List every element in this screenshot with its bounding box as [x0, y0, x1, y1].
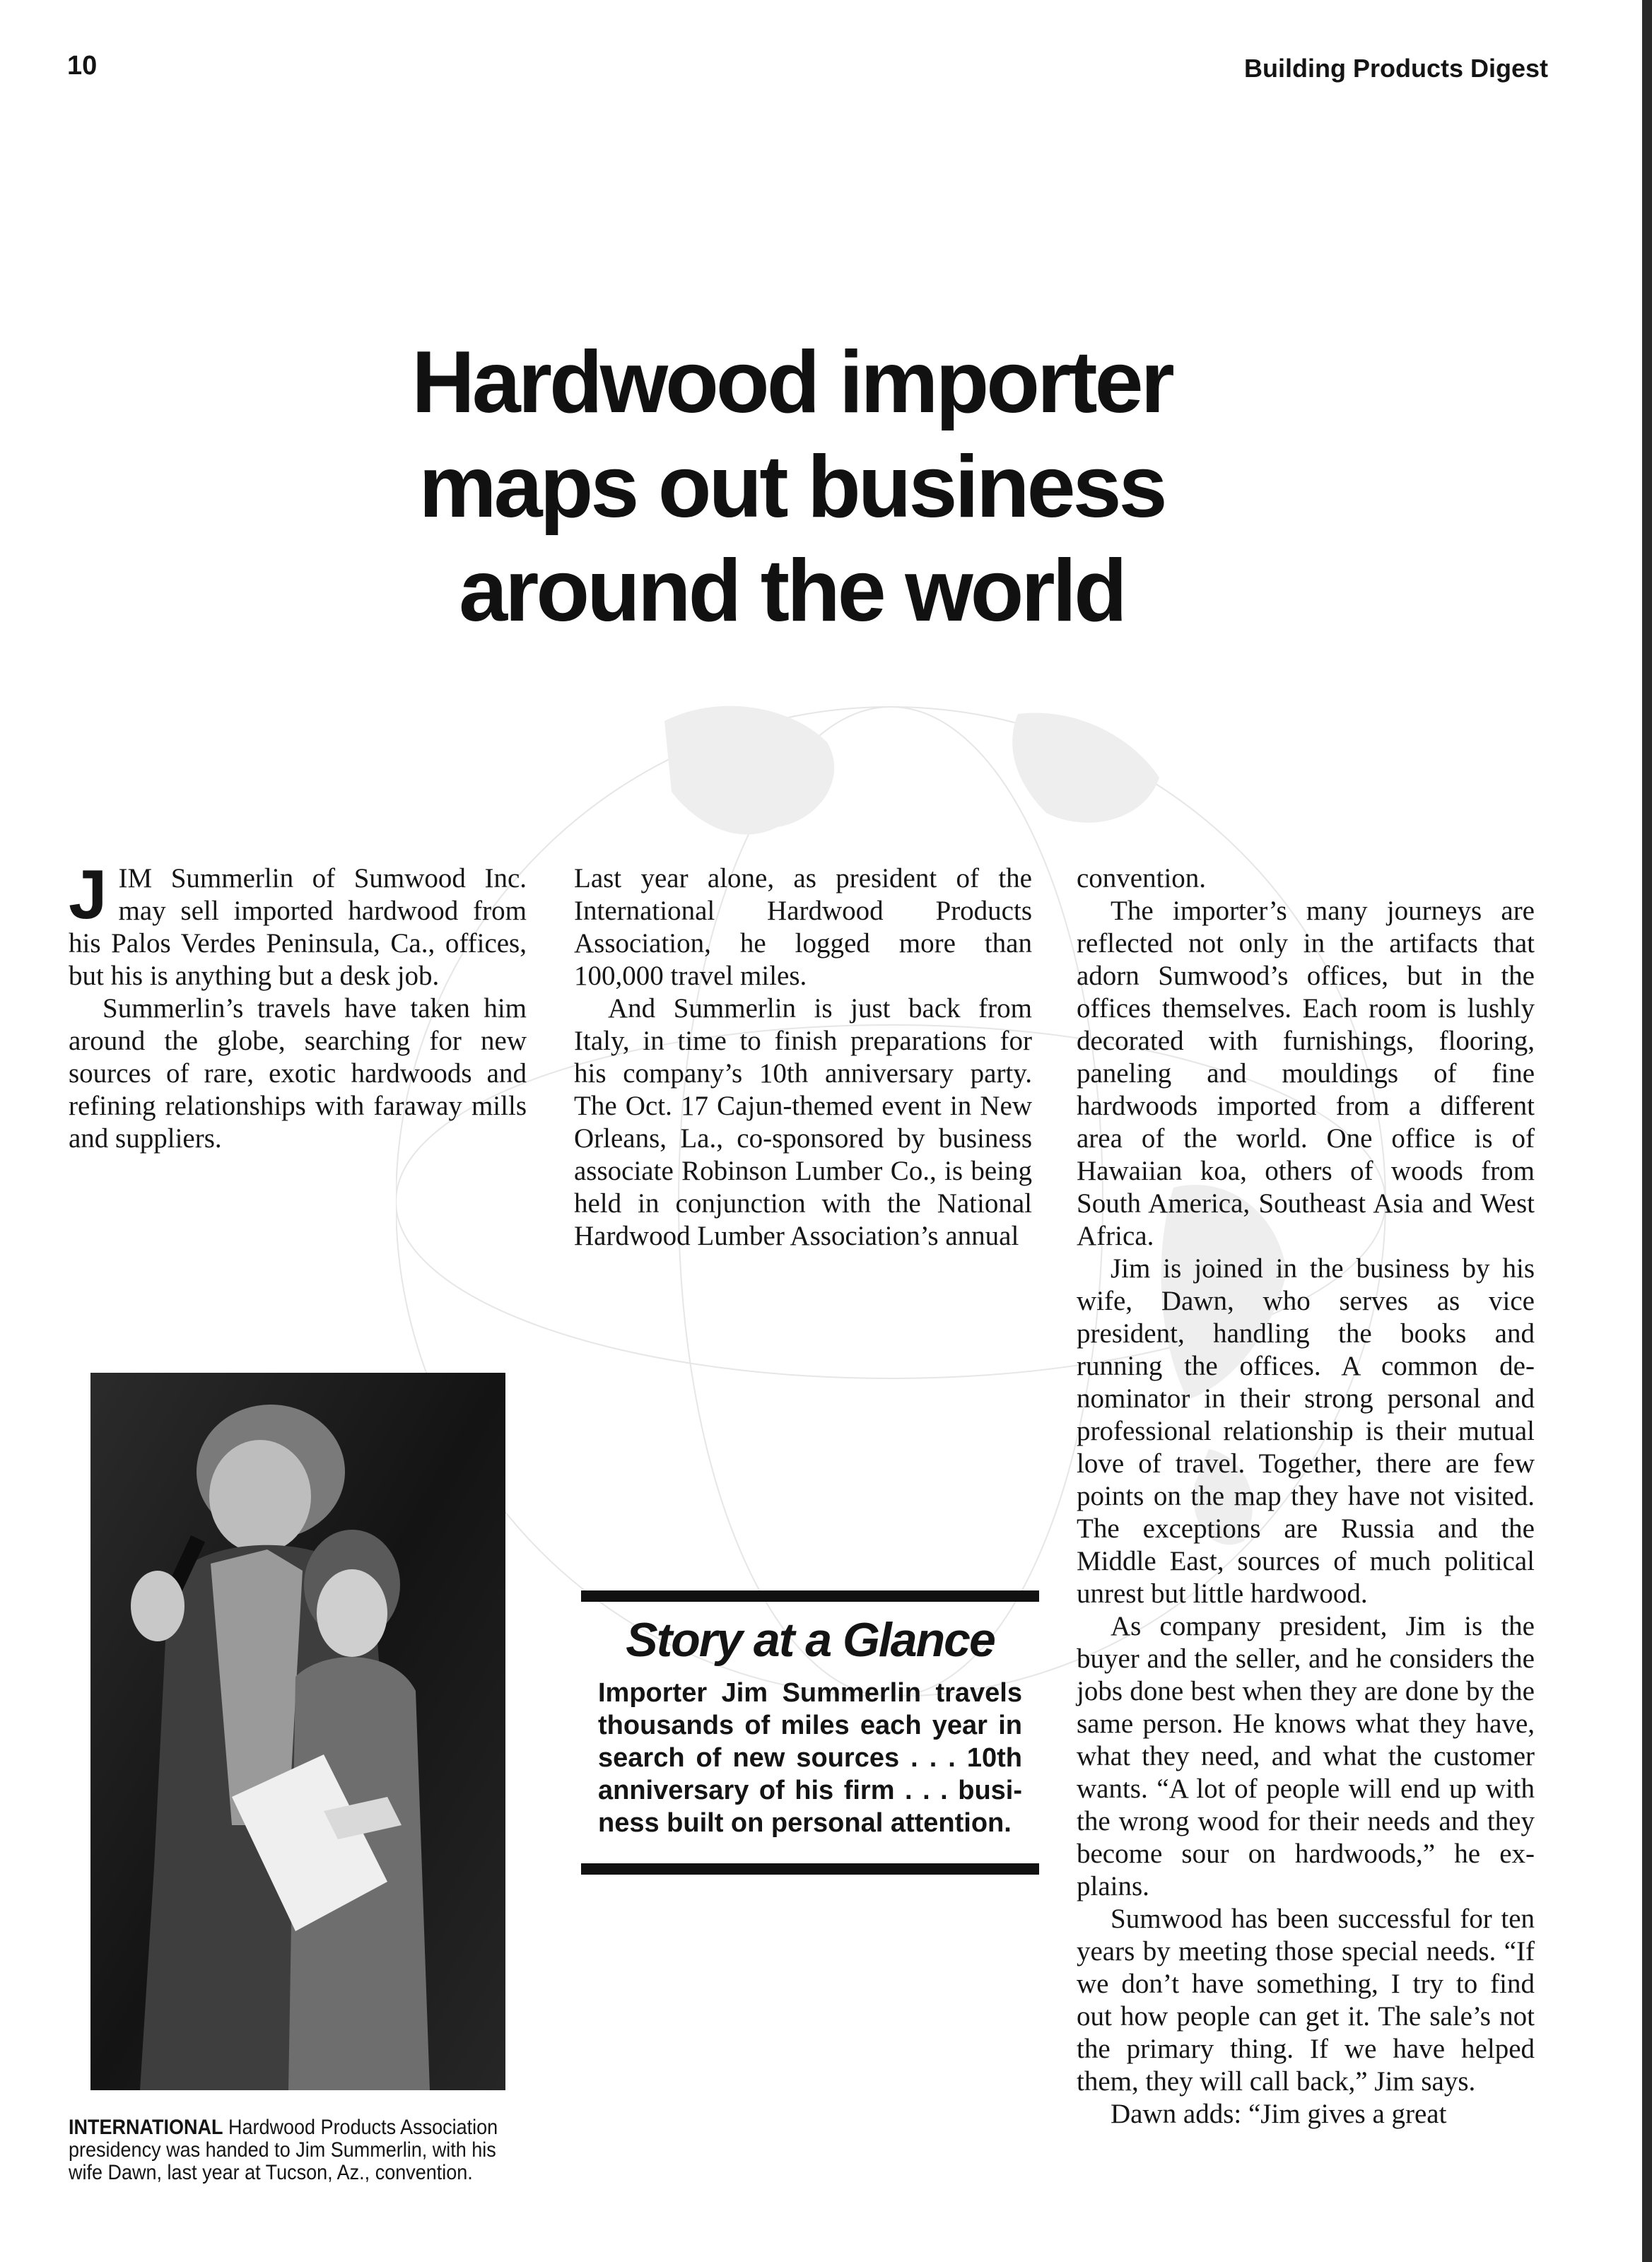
glance-bottom-rule: [581, 1863, 1039, 1875]
headline-line: around the world: [459, 542, 1125, 640]
page-edge: [1642, 0, 1652, 2262]
body-paragraph: Last year alone, as president of the International Hardwood Products Association, he logged more than 100,000 travel miles.: [574, 863, 1032, 991]
headline-line: maps out business: [418, 438, 1165, 536]
body-paragraph: The importer’s many journeys are reflected not only in the artifacts that adorn Sumwood’s offices, but in the offices themselves. Each room is lushly decorated with furnishings, flooring, paneling and mouldings of fine hardwoods imported from a different area of the world. One office is of Hawaiian koa, others of woods from South America, Southeast Asia and West Africa.: [1077, 896, 1535, 1251]
photo-image: [90, 1373, 505, 2090]
article-column-3: [1077, 862, 1535, 2131]
headline-line: Hardwood importer: [411, 334, 1172, 432]
photo-jim-and-dawn-summerlin: [90, 1373, 505, 2090]
page-number: 10: [67, 51, 98, 81]
story-at-a-glance-box: [581, 1590, 1039, 1875]
article-column-1: [69, 855, 527, 1155]
photo-caption: [69, 2116, 533, 2184]
caption-lead: INTERNATIONAL: [69, 2116, 223, 2139]
glance-title: Story at a Glance: [626, 1613, 995, 1667]
body-paragraph: As company president, Jim is the buyer and the seller, and he considers the jobs done best when they are done by the same person. He knows what they have, what they need, and what the customer wants. “A lot of people will end up with the wrong wood for their needs and they become sour on hardwoods,” he explains.: [1077, 1611, 1535, 1901]
publication-name: Building Products Digest: [1243, 54, 1548, 83]
body-paragraph: And Summerlin is just back from Italy, in time to finish preparations for his company’s 10th anniversary party. The Oct. 17 Cajun-themed event in New Orleans, La., co-sponsored by business associate Robinson Lumber Co., is being held in conjunction with the National Hardwood Lumber Association’s annual: [574, 993, 1032, 1251]
body-paragraph: Sumwood has been successful for ten years by meeting those special needs. “If we don’t have something, I try to find out how people can get it. The sale’s not the primary thing. If we have helped them, they will call back,” Jim says.: [1077, 1904, 1535, 2097]
article-column-2: [574, 862, 1032, 1253]
lead-paragraph: [69, 855, 527, 992]
glance-top-rule: [581, 1590, 1039, 1602]
body-paragraph: convention.: [1077, 863, 1207, 893]
glance-summary: Importer Jim Summerlin travels thousands of miles each year in search of new sources . . . 10th anniversary of his firm . . . business built on personal attention.: [598, 1678, 1022, 1838]
lead-paragraph-text: IM Summerlin of Sumwood Inc. may sell imported hardwood from his Palos Verdes Peninsula, Ca., offices, but his is anything but a desk job.: [69, 863, 527, 991]
article-headline: [396, 331, 1188, 644]
body-paragraph: Summerlin’s travels have taken him around the globe, searching for new sources of rare, exotic hardwoods and refining relationships with faraway mills and suppliers.: [69, 993, 527, 1154]
body-paragraph: Jim is joined in the business by his wife, Dawn, who serves as vice president, handling the books and running the offices. A common denominator in their strong personal and professional relationship is their mutual love of travel. Together, there are few points on the map they have not visited. The exceptions are Russia and the Middle East, sources of much political unrest but little hardwood.: [1077, 1253, 1535, 1609]
caption-text: Hardwood Products Association presidency was handed to Jim Summerlin, with his wife Dawn, last year at Tucson, Az., convention.: [69, 2116, 498, 2184]
drop-cap: J: [69, 855, 107, 933]
body-paragraph: Dawn adds: “Jim gives a great: [1111, 2099, 1447, 2129]
